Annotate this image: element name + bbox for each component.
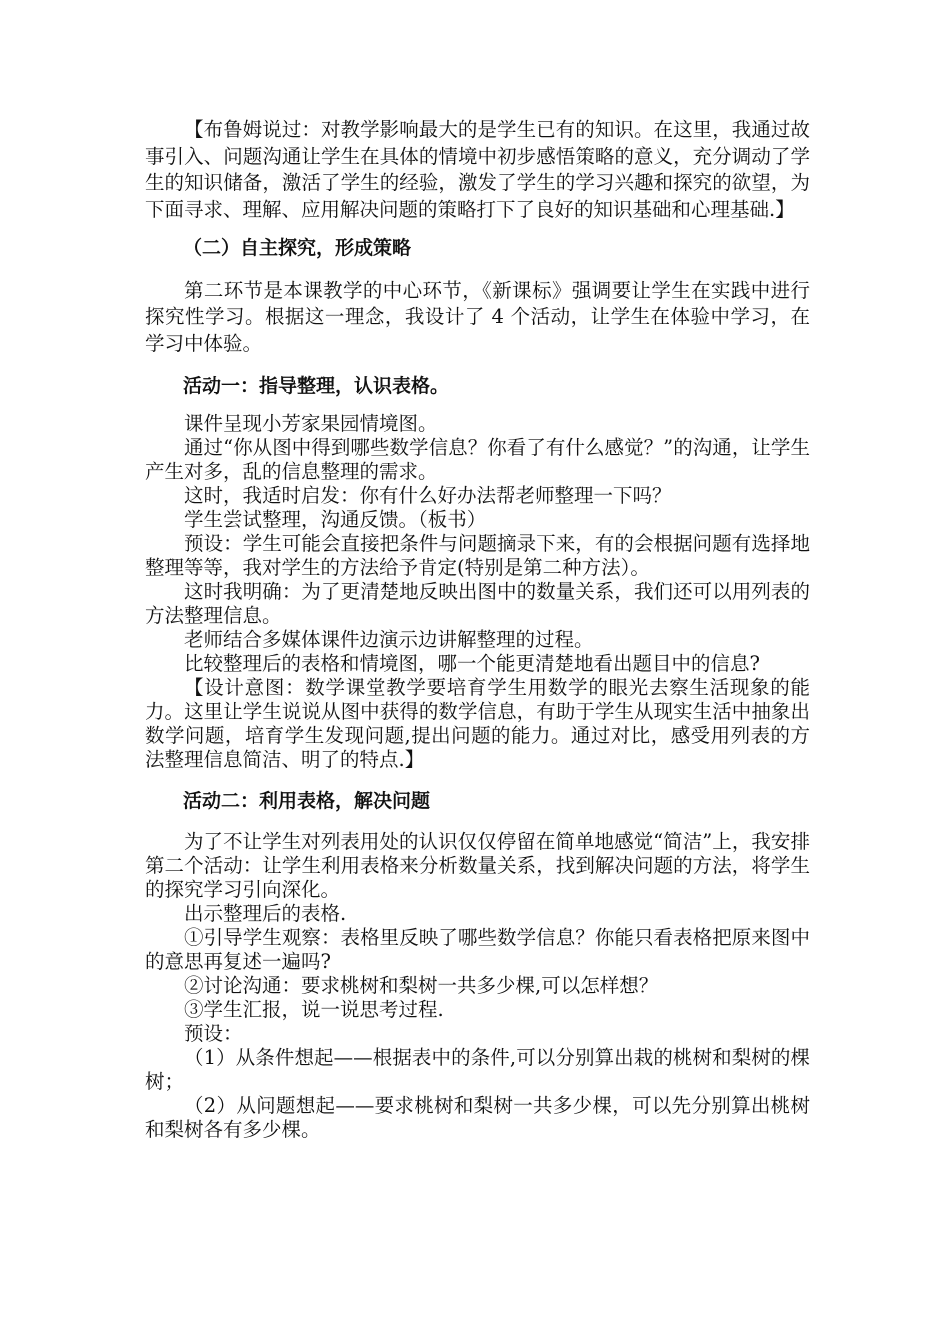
bloom-quote-paragraph: 【布鲁姆说过：对教学影响最大的是学生已有的知识。在这里，我通过故事引入、问题沟通让学生在具体的情境中初步感悟策略的意义，充分调动了学生的知识储备，激活了学生的经验，激发了学生的学习兴趣和探究的欲望，为下面寻求、理解、应用解决问题的策略打下了良好的知识基础和心理基础.】 <box>145 118 810 221</box>
activity-two-intro-paragraph: 为了不让学生对列表用处的认识仅仅停留在简单地感觉“简洁”上，我安排第二个活动：让学生利用表格来分析数量关系，找到解决问题的方法，将学生的探究学习引向深化。 <box>145 830 810 901</box>
report-step-paragraph: ③学生汇报，说一说思考过程. <box>184 998 444 1021</box>
document-body <box>145 117 810 1142</box>
preset-label-paragraph: 预设： <box>184 1022 243 1045</box>
courseware-paragraph: 课件呈现小芳家果园情境图。 <box>184 411 438 435</box>
inspiration-paragraph: 这时，我适时启发：你有什么好办法帮老师整理一下吗？ <box>184 483 672 507</box>
student-attempt-paragraph: 学生尝试整理，沟通反馈。（板书） <box>184 507 487 531</box>
activity-two-heading: 活动二：利用表格，解决问题 <box>183 789 431 812</box>
preset-item-one-paragraph: （1）从条件想起——根据表中的条件,可以分别算出栽的桃树和梨树的棵树； <box>145 1046 810 1093</box>
preset-paragraph: 预设：学生可能会直接把条件与问题摘录下来，有的会根据问题有选择地整理等等，我对学生的方法给予肯定(特别是第二种方法）。 <box>145 531 810 579</box>
second-stage-paragraph: 第二环节是本课教学的中心环节，《新课标》强调要让学生在实践中进行探究性学习。根据这一理念，我设计了 4 个活动，让学生在体验中学习，在学习中体验。 <box>145 278 810 355</box>
compare-paragraph: 比较整理后的表格和情境图，哪一个能更清楚地看出题目中的信息? <box>184 651 760 675</box>
discuss-step-paragraph: ②讨论沟通：要求桃树和梨树一共多少棵,可以怎样想？ <box>184 974 659 997</box>
section-heading-autonomous-inquiry: （二）自主探究，形成策略 <box>183 237 412 259</box>
preset-item-two-paragraph: （2）从问题想起——要求桃树和梨树一共多少棵，可以先分别算出桃树和梨树各有多少棵。 <box>145 1094 810 1141</box>
observe-step-paragraph: ①引导学生观察：表格里反映了哪些数学信息？你能只看表格把原来图中的意思再复述一遍吗? <box>145 926 810 973</box>
communication-paragraph: 通过“你从图中得到哪些数学信息？你看了有什么感觉？”的沟通，让学生产生对多，乱的信息整理的需求。 <box>145 435 810 483</box>
show-table-paragraph: 出示整理后的表格. <box>184 902 347 925</box>
activity-one-heading: 活动一：指导整理，认识表格。 <box>183 375 450 397</box>
clarify-paragraph: 这时我明确：为了更清楚地反映出图中的数量关系，我们还可以用列表的方法整理信息。 <box>145 579 810 627</box>
design-intent-paragraph: 【设计意图：数学课堂教学要培育学生用数学的眼光去察生活现象的能力。这里让学生说说从图中获得的数学信息，有助于学生从现实生活中抽象出数学问题，培育学生发现问题,提出问题的能力。通过对比，感受用列表的方法整理信息简洁、明了的特点.】 <box>145 675 810 771</box>
teacher-demo-paragraph: 老师结合多媒体课件边演示边讲解整理的过程。 <box>184 627 594 651</box>
